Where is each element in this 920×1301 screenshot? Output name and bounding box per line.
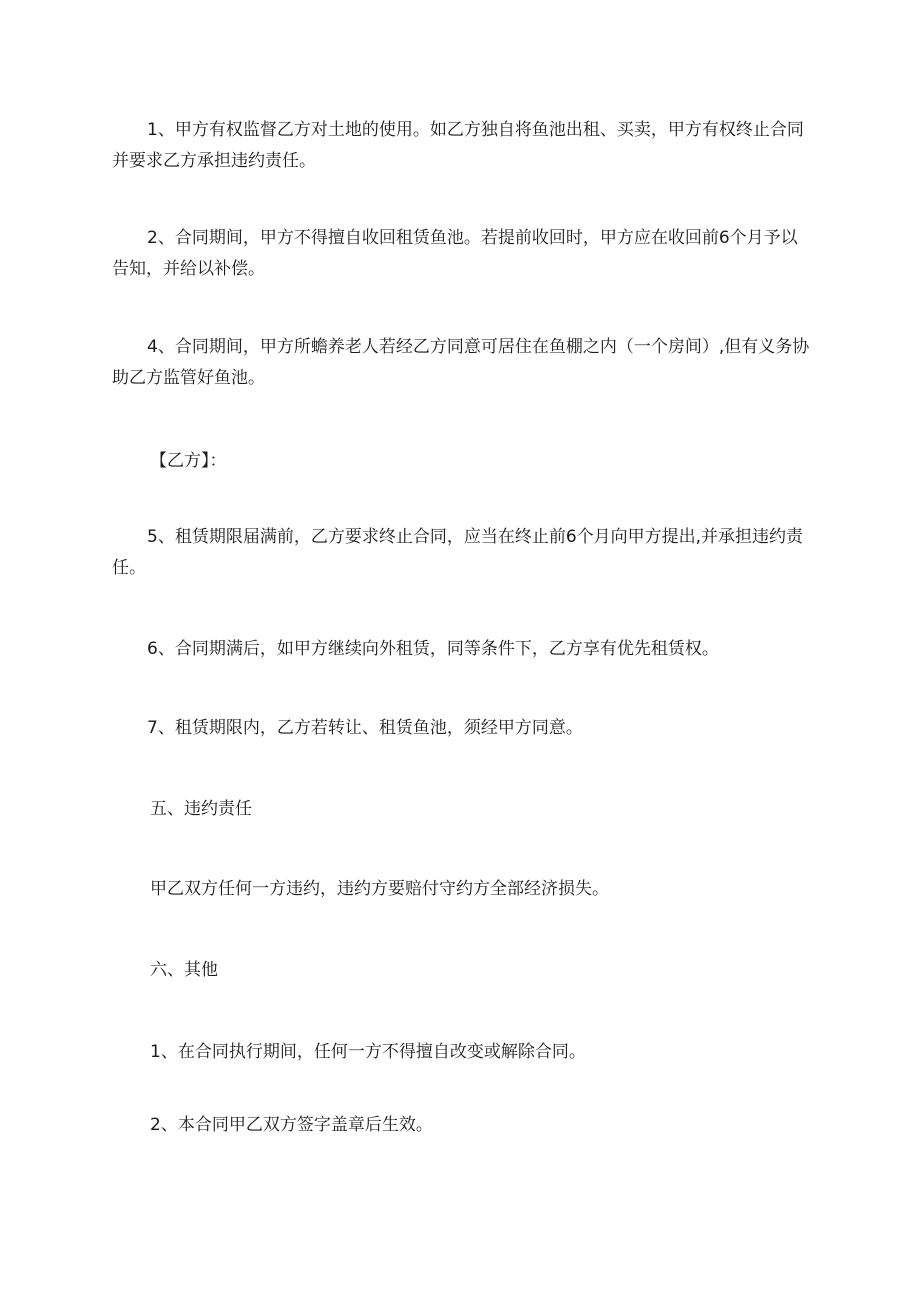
clause-other-1: 1、在合同执行期间，任何一方不得擅自改变或解除合同。 [150, 1042, 586, 1062]
clause-party-a-4: 4、合同期间，甲方所蟾养老人若经乙方同意可居住在鱼棚之内（一个房间）,但有义务协助乙方监管好鱼池。 [112, 337, 810, 388]
clause-other-2: 2、本合同甲乙双方签字盖章后生效。 [150, 1115, 433, 1135]
clause-party-a-2: 2、合同期间，甲方不得擅自收回租赁鱼池。若提前收回时，甲方应在收回前6个月予以告知，并给以补偿。 [112, 228, 798, 279]
section-heading-other: 六、其他 [150, 960, 218, 980]
clause-party-b-5: 5、租赁期限届满前，乙方要求终止合同，应当在终止前6个月向甲方提出,并承担违约责任。 [112, 527, 804, 578]
section-heading-breach: 五、违约责任 [150, 799, 252, 819]
clause-breach: 甲乙双方任何一方违约，违约方要赔付守约方全部经济损失。 [150, 879, 609, 899]
clause-party-a-1: 1、甲方有权监督乙方对土地的使用。如乙方独自将鱼池出租、买卖，甲方有权终止合同并要求乙方承担违约责任。 [112, 120, 804, 171]
clause-party-b-6: 6、合同期满后，如甲方继续向外租赁，同等条件下，乙方享有优先租赁权。 [147, 639, 719, 659]
clause-party-b-7: 7、租赁期限内，乙方若转让、租赁鱼池，须经甲方同意。 [147, 718, 583, 738]
section-heading-party-b: 【乙方】： [150, 451, 227, 471]
